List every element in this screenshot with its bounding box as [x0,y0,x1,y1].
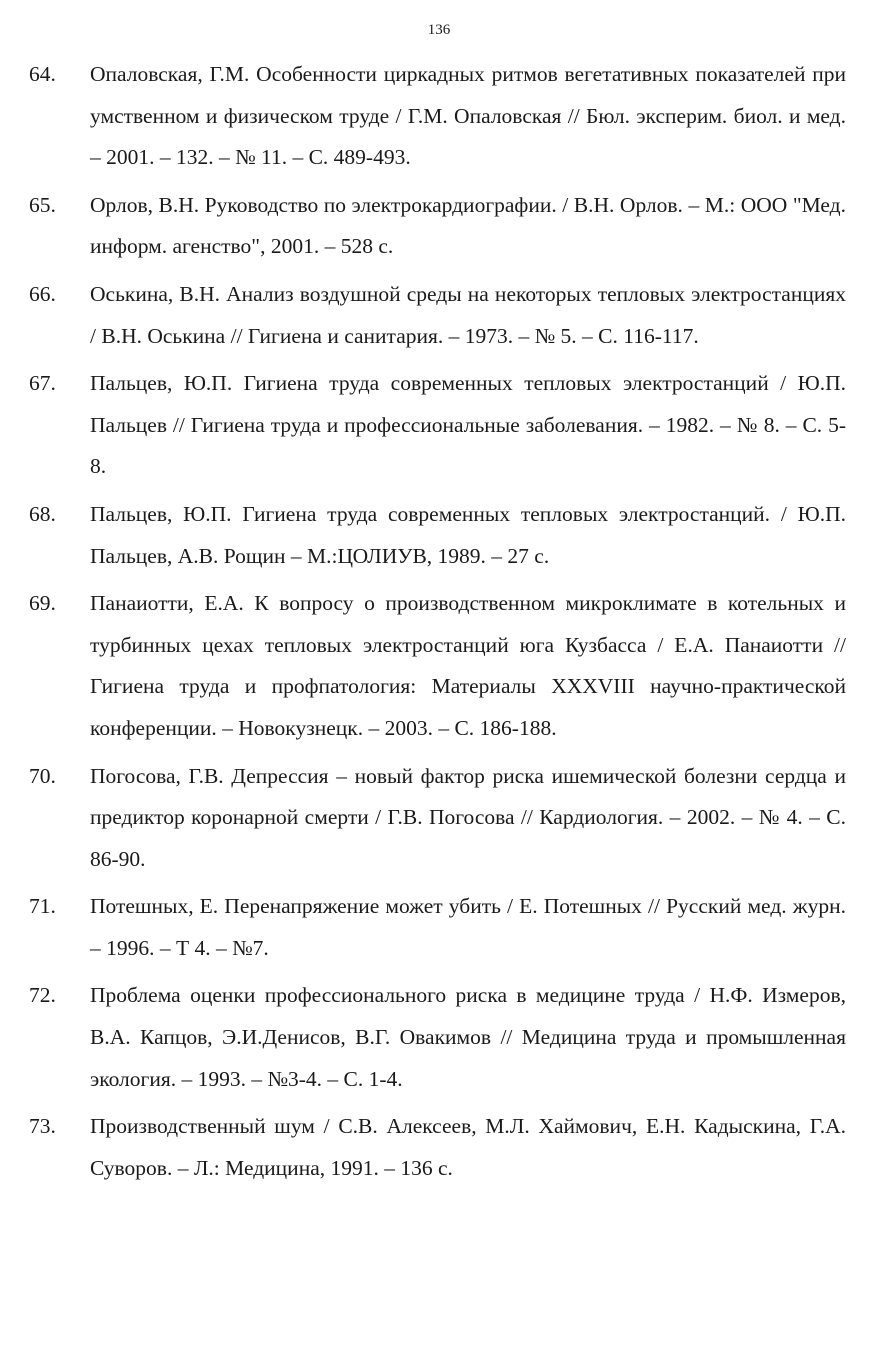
reference-item [0,583,878,749]
reference-item [0,363,878,488]
reference-number: 69. [29,591,56,616]
reference-item [0,54,878,179]
reference-list [0,54,878,1195]
reference-item [0,886,878,969]
reference-text: Оськина, В.Н. Анализ воздушной среды на некоторых тепловых электростанциях / В.Н. Оськина // Гигиена и санитария. – 1973. – № 5. – С. 116-117. [90,281,846,348]
reference-text: Панаиотти, Е.А. К вопросу о производственном микроклимате в котельных и турбинных цехах тепловых электростанций юга Кузбасса / Е.А. Панаиотти // Гигиена труда и профпатология: Материалы XXXVIII научно-практической конференции. – Новокузнецк. – 2003. – С. 186-188. [90,591,846,740]
page-number: 136 [427,22,451,38]
reference-number: 68. [29,501,56,526]
reference-text: Орлов, В.Н. Руководство по электрокардиографии. / В.Н. Орлов. – М.: ООО "Мед. информ. агенство", 2001. – 528 с. [90,192,846,259]
reference-number: 67. [29,371,56,396]
reference-item [0,494,878,577]
reference-text: Производственный шум / С.В. Алексеев, М.Л. Хаймович, Е.Н. Кадыскина, Г.А. Суворов. – Л.: Медицина, 1991. – 136 с. [90,1114,846,1180]
reference-text: Опаловская, Г.М. Особенности циркадных ритмов вегетативных показателей при умственном и физическом труде / Г.М. Опаловская // Бюл. эксперим. биол. и мед. – 2001. – 132. – № 11. – С. 489-493. [90,62,846,170]
reference-text: Погосова, Г.В. Депрессия – новый фактор риска ишемической болезни сердца и предиктор коронарной смерти / Г.В. Погосова // Кардиология. – 2002. – № 4. – С. 86-90. [90,763,846,871]
reference-number: 66. [29,281,56,306]
reference-number: 65. [29,192,56,217]
reference-number: 71. [29,894,56,919]
reference-number: 70. [29,763,56,788]
reference-item [0,756,878,881]
reference-item [0,975,878,1100]
reference-text: Проблема оценки профессионального риска в медицине труда / Н.Ф. Измеров, В.А. Капцов, Э.И.Денисов, В.Г. Овакимов // Медицина труда и промышленная экология. – 1993. – №3-4. – С. 1-4. [90,983,846,1091]
reference-number: 73. [29,1114,56,1139]
reference-item [0,274,878,357]
reference-text: Пальцев, Ю.П. Гигиена труда современных тепловых электростанций. / Ю.П. Пальцев, А.В. Рощин – М.:ЦОЛИУВ, 1989. – 27 с. [90,501,846,568]
reference-number: 64. [29,62,56,86]
reference-item [0,185,878,268]
reference-text: Потешных, Е. Перенапряжение может убить / Е. Потешных // Русский мед. журн. – 1996. – Т 4. – №7. [90,894,846,960]
reference-item [0,1106,878,1189]
reference-number: 72. [29,983,56,1008]
reference-text: Пальцев, Ю.П. Гигиена труда современных тепловых электростанций / Ю.П. Пальцев // Гигиена труда и профессиональные заболевания. – 1982. – № 8. – С. 5-8. [90,371,846,479]
